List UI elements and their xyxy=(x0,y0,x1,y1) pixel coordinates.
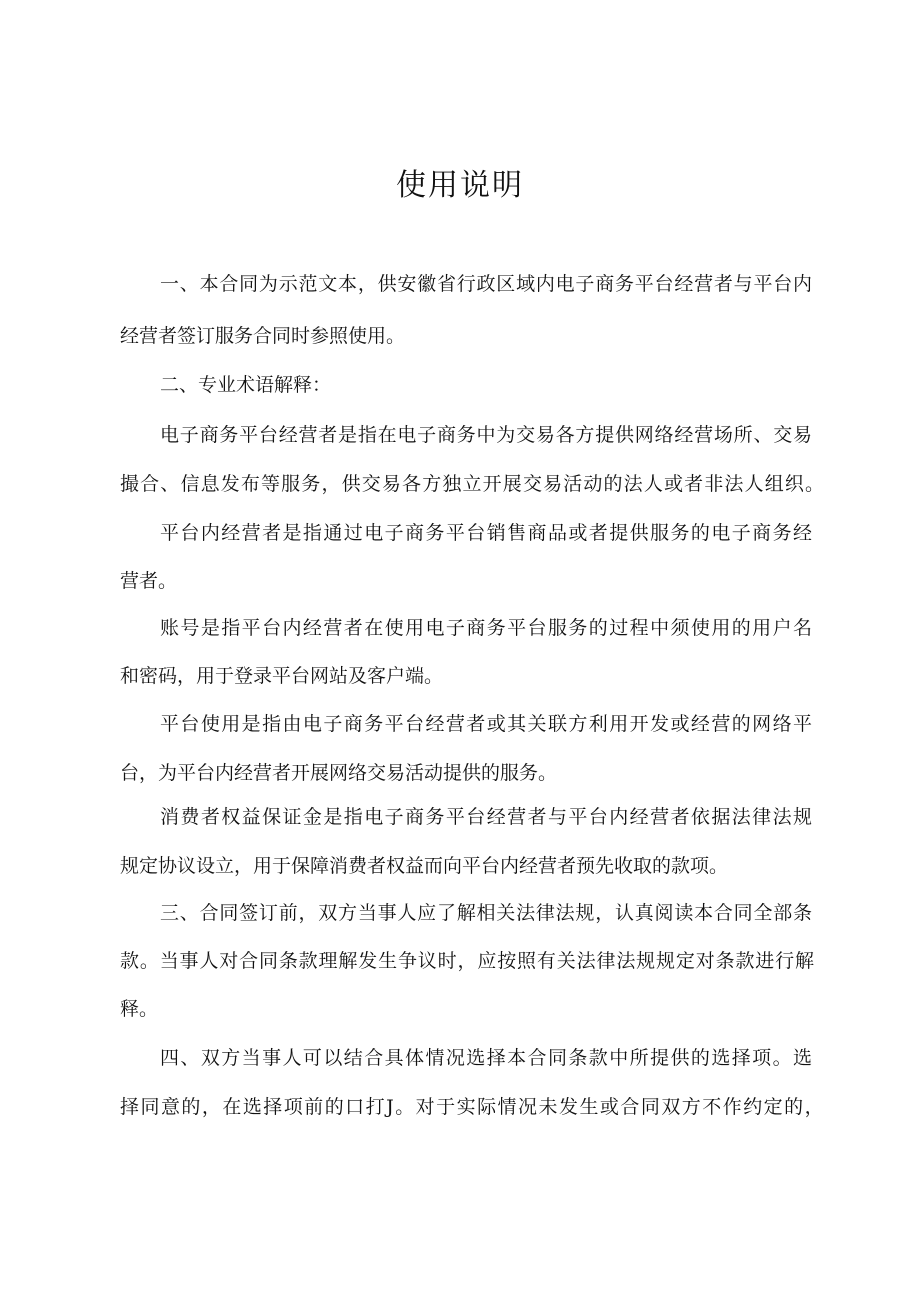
paragraph-line: 择同意的，在选择项前的口打J。对于实际情况未发生或合同双方不作约定的， xyxy=(120,1096,826,1118)
paragraph-line: 款。当事人对合同条款理解发生争议时，应按照有关法律法规规定对条款进行解 xyxy=(120,950,815,972)
paragraph-line: 二、专业术语解释： xyxy=(160,374,332,396)
paragraph-line: 和密码，用于登录平台网站及客户端。 xyxy=(120,665,444,687)
paragraph-line: 账号是指平台内经营者在使用电子商务平台服务的过程中须使用的用户名 xyxy=(160,617,814,639)
paragraph-line: 消费者权益保证金是指电子商务平台经营者与平台内经营者依据法律法规 xyxy=(160,806,814,828)
paragraph-line: 撮合、信息发布等服务，供交易各方独立开展交易活动的法人或者非法人组织。 xyxy=(120,473,826,495)
paragraph-line: 规定协议设立，用于保障消费者权益而向平台内经营者预先收取的款项。 xyxy=(120,855,729,877)
paragraph-line: 电子商务平台经营者是指在电子商务中为交易各方提供网络经营场所、交易 xyxy=(160,424,813,446)
paragraph-line: 一、本合同为示范文本，供安徽省行政区域内电子商务平台经营者与平台内 xyxy=(160,273,813,295)
paragraph-line: 平台使用是指由电子商务平台经营者或其关联方利用开发或经营的网络平 xyxy=(160,713,814,735)
paragraph-line: 经营者签订服务合同时参照使用。 xyxy=(120,325,406,347)
paragraph-line: 营者。 xyxy=(120,570,178,592)
paragraph-line: 四、双方当事人可以结合具体情况选择本合同条款中所提供的选择项。选 xyxy=(160,1047,814,1069)
paragraph-line: 三、合同签订前，双方当事人应了解相关法律法规，认真阅读本合同全部条 xyxy=(160,902,813,924)
page-title: 使用说明 xyxy=(396,168,524,203)
paragraph-line: 平台内经营者是指通过电子商务平台销售商品或者提供服务的电子商务经 xyxy=(160,522,814,544)
paragraph-line: 释。 xyxy=(120,998,159,1020)
paragraph-line: 台，为平台内经营者开展网络交易活动提供的服务。 xyxy=(120,762,558,784)
